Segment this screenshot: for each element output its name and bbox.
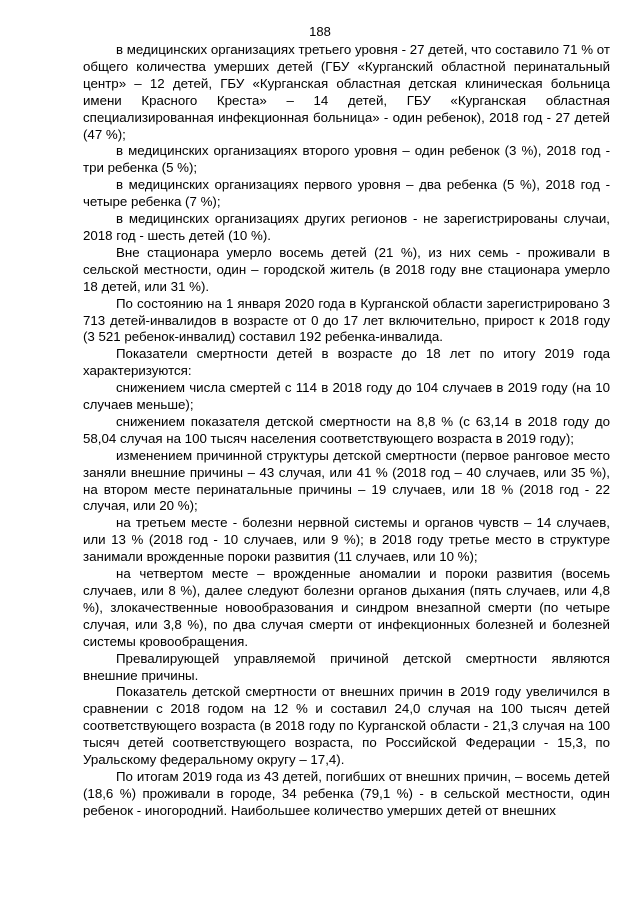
paragraph-fourth-place: на четвертом месте – врожденные аномалии и пороки развития (восемь случаев, или 8 %), далее следуют болезни органов дыхания (пять случаев, или 4,8 %), злокачественные новообразования и синдром внезапной смерти (по четыре случая, или 3,8 %), по два случая смерти от инфекционных болезней и болезней системы кровообращения. xyxy=(83,566,610,649)
paragraph-second-level-orgs: в медицинских организациях второго уровня – один ребенок (3 %), 2018 год - три ребенка (5 %); xyxy=(83,143,610,176)
paragraph-other-regions: в медицинских организациях других регионов - не зарегистрированы случаи, 2018 год - шесть детей (10 %). xyxy=(83,211,610,243)
paragraph-third-place: на третьем месте - болезни нервной системы и органов чувств – 14 случаев, или 13 % (2018 год - 10 случаев, или 9 %); в 2018 году третье место в структуре занимали врожденные пороки развития (11 случаев, или 10 %); xyxy=(83,515,610,565)
paragraph-disabled-children: По состоянию на 1 января 2020 года в Курганской области зарегистрировано 3 713 детей-инвалидов в возрасте от 0 до 17 лет включительно, прирост к 2018 году (3 521 ребенок-инвалид) составил 192 ребенка-инвалида. xyxy=(83,295,610,345)
paragraph-external-rate: Показатель детской смертности от внешних причин в 2019 году увеличился в сравнении с 2018 годом на 12 % и составил 24,0 случая на 100 тысяч детей соответствующего возраста (в 2018 году по Курганской области - 21,3 случая на 100 тысяч детей соответствующего возраста, по Российской Федерации - 15,3, по Уральскому федеральному округу – 17,4). xyxy=(83,684,610,768)
document-body xyxy=(83,42,610,820)
paragraph-mortality-intro: Показатели смертности детей в возрасте до 18 лет по итогу 2019 года характеризуются: xyxy=(83,346,610,379)
paragraph-outside-hospital: Вне стационара умерло восемь детей (21 %), из них семь - проживали в сельской местности, один – городской житель (в 2018 году вне стационара умерло 18 детей, или 31 %). xyxy=(83,244,610,294)
paragraph-results-2019: По итогам 2019 года из 43 детей, погибших от внешних причин, – восемь детей (18,6 %) проживали в городе, 34 ребенка (79,1 %) - в сельской местности, один ребенок - иногородний. Наибольшее количество умерших детей от внешних xyxy=(83,768,610,818)
paragraph-third-level-orgs: в медицинских организациях третьего уровня - 27 детей, что составило 71 % от общего количества умерших детей (ГБУ «Курганский областной перинатальный центр» – 12 детей, ГБУ «Курганская областная детская клиническая больница имени Красного Креста» – 14 детей, ГБУ «Курганская областная специализированная инфекционная больница» - один ребенок), 2018 год - 27 детей (47 %); xyxy=(83,42,610,142)
paragraph-first-level-orgs: в медицинских организациях первого уровня – два ребенка (5 %), 2018 год - четыре ребенка (7 %); xyxy=(83,177,610,210)
paragraph-deaths-decrease: снижением числа смертей с 114 в 2018 году до 104 случаев в 2019 году (на 10 случаев меньше); xyxy=(83,380,610,413)
paragraph-external-causes: Превалирующей управляемой причиной детской смертности являются внешние причины. xyxy=(83,650,610,683)
paragraph-structure-change: изменением причинной структуры детской смертности (первое ранговое место заняли внешние причины – 43 случая, или 41 % (2018 год – 40 случаев, или 35 %), на втором месте перинатальные причины – 19 случаев, или 18 % (2018 год - 22 случая, или 20 %); xyxy=(83,447,610,514)
paragraph-rate-decrease: снижением показателя детской смертности на 8,8 % (с 63,14 в 2018 году до 58,04 случая на 100 тысяч населения соответствующего возраста в 2019 году); xyxy=(83,413,610,446)
page-number: 188 xyxy=(309,24,331,39)
